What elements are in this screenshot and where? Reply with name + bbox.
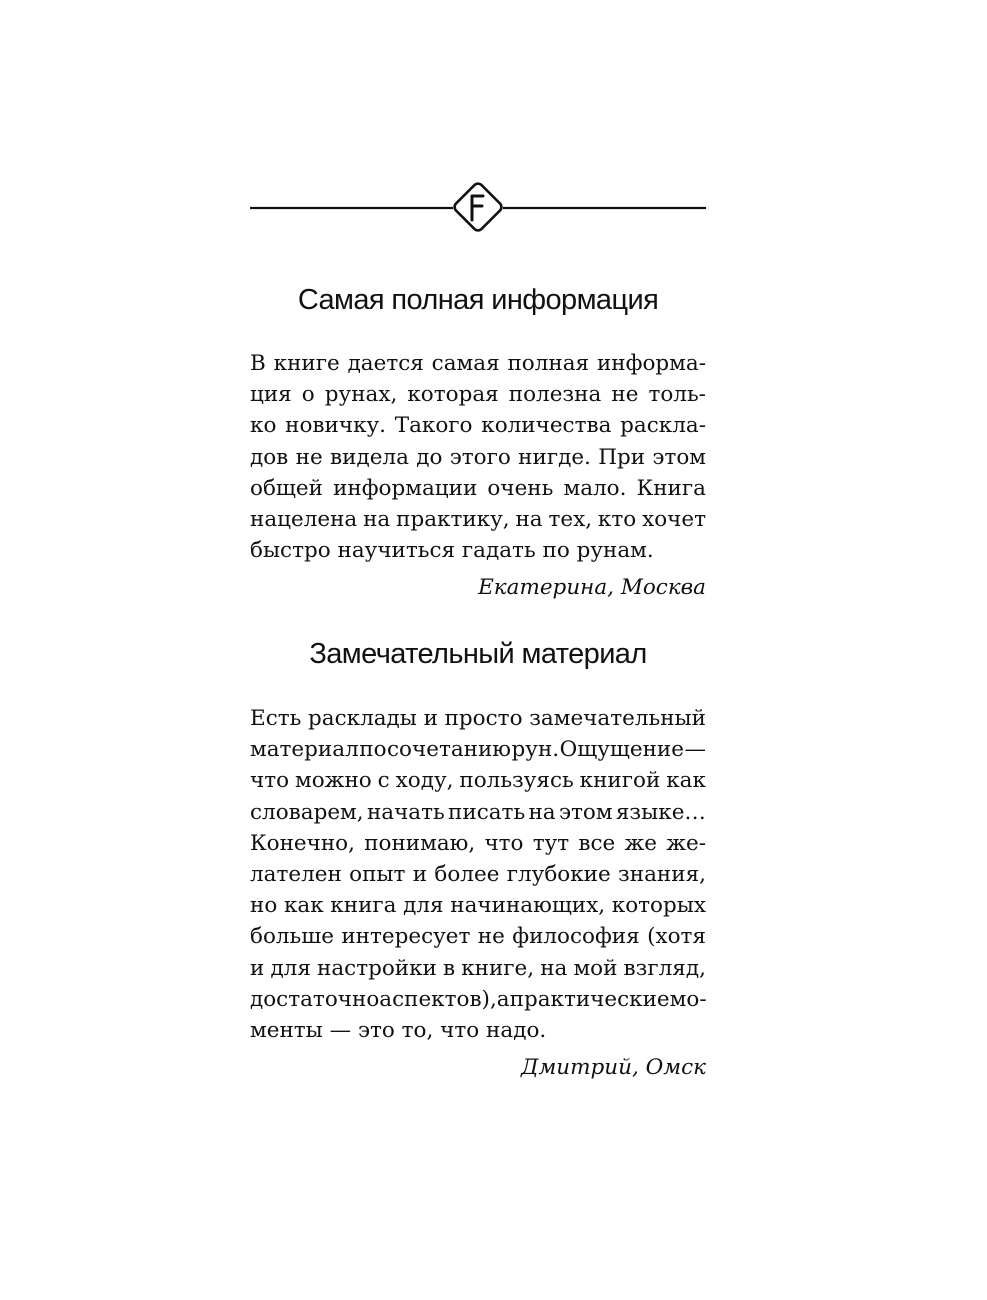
body-line: что можно с ходу, пользуясь книгой как bbox=[250, 768, 706, 794]
body-line: Есть расклады и просто замечательный bbox=[250, 706, 706, 731]
body-line: достаточно аспектов), а практические мо- bbox=[250, 986, 707, 1012]
body-line: но как книга для начинающих, которых bbox=[250, 893, 706, 919]
body-line: ция о рунах, которая полезна не толь- bbox=[250, 382, 706, 408]
body-line: дов не видела до этого нигде. При этом bbox=[250, 444, 706, 470]
body-line: словарем, начать писать на этом языке… bbox=[250, 799, 706, 825]
body-line: и для настройки в книге, на мой взгляд, bbox=[250, 955, 706, 981]
ornament-svg bbox=[250, 180, 706, 236]
review-2 bbox=[250, 637, 706, 1083]
body-line: Конечно, понимаю, что тут все же же- bbox=[250, 830, 706, 856]
body-line: больше интересует не философия (хотя bbox=[250, 924, 706, 950]
review-1-title: Самая полная информация bbox=[297, 284, 659, 316]
review-2-author: Дмитрий, Омск bbox=[521, 1055, 706, 1081]
body-line: ко новичку. Такого количества раскла- bbox=[250, 413, 706, 439]
body-line: лателен опыт и более глубокие знания, bbox=[250, 861, 706, 887]
body-line: менты — это то, что надо. bbox=[250, 1017, 547, 1043]
review-1-body bbox=[250, 348, 706, 566]
review-1-author: Екатерина, Москва bbox=[478, 575, 706, 601]
body-line: В книге дается самая полная информа- bbox=[250, 351, 706, 376]
rune-ornament bbox=[250, 180, 706, 236]
body-line: нацелена на практику, на тех, кто хочет bbox=[250, 506, 706, 532]
body-line: общей информации очень мало. Книга bbox=[250, 475, 706, 501]
review-2-title: Замечательный материал bbox=[309, 638, 647, 670]
review-2-body bbox=[250, 703, 706, 1046]
body-line: быстро научиться гадать по рунам. bbox=[250, 538, 654, 564]
body-line: материал по сочетанию рун. Ощущение — bbox=[250, 737, 706, 763]
review-1 bbox=[250, 283, 706, 603]
